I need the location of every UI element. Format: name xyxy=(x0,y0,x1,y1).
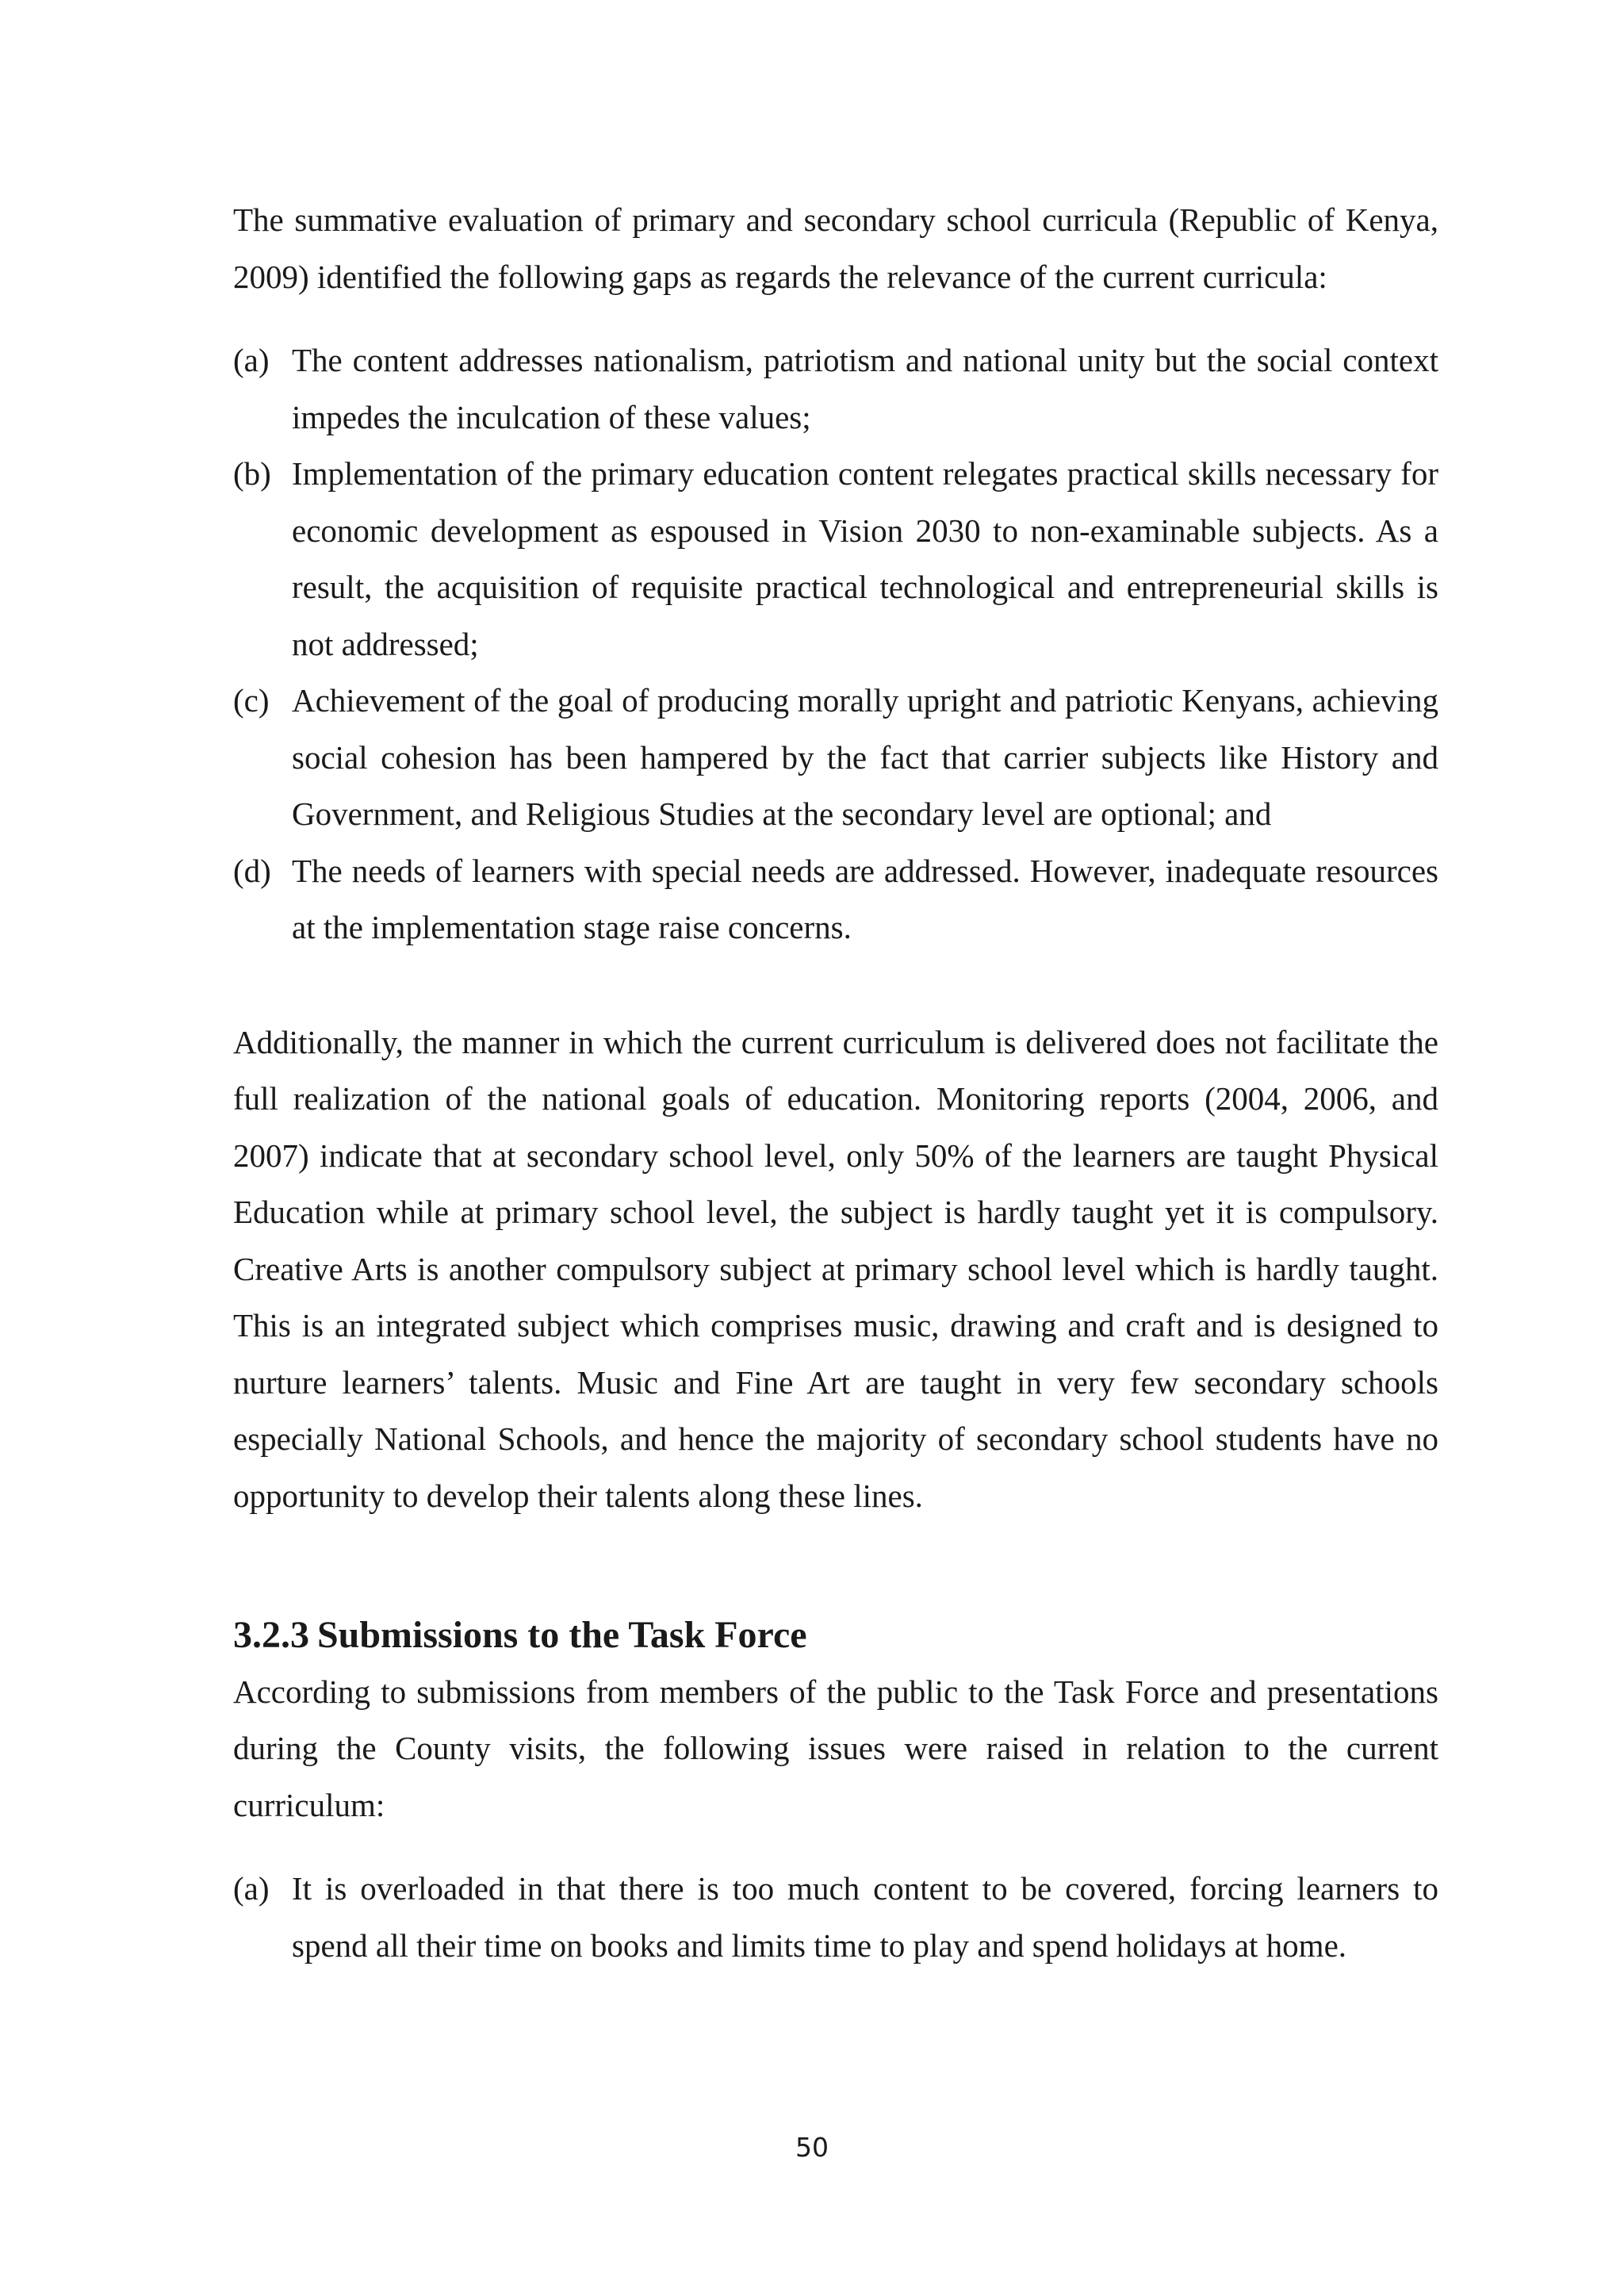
spacer xyxy=(233,1524,1438,1607)
list-item-marker: (a) xyxy=(233,342,270,378)
gaps-list xyxy=(233,332,1438,956)
additional-paragraph: Additionally, the manner in which the current curriculum is delivered does not facilitate the full realization of the national goals of education. Monitoring reports (2004, 2006, and 2007) indicate that at secondary school level, only 50% of the learners are taught Physical Education while at primary school level, the subject is hardly taught yet it is compulsory. Creative Arts is another compulsory subject at primary school level which is hardly taught. This is an integrated subject which comprises music, drawing and craft and is designed to nurture learners’ talents. Music and Fine Art are taught in very few secondary schools especially National Schools, and hence the majority of secondary school students have no opportunity to develop their talents along these lines. xyxy=(233,1023,1438,1514)
section-paragraph: According to submissions from members of the public to the Task Force and presentations during the County visits, the following issues were raised in relation to the current curriculum: xyxy=(233,1673,1438,1823)
section-number: 3.2.3 xyxy=(233,1614,309,1656)
list-item-text: It is overloaded in that there is too much content to be covered, forcing learners to spend all their time on books and limits time to play and spend holidays at home. xyxy=(292,1870,1438,1964)
list-item-text: The content addresses nationalism, patriotism and national unity but the social context impedes the inculcation of these values; xyxy=(292,342,1438,435)
page-number: 50 xyxy=(795,2132,829,2163)
list-item xyxy=(233,446,1438,673)
list-item-marker: (c) xyxy=(233,682,270,719)
spacer xyxy=(233,305,1438,332)
section-heading xyxy=(233,1607,1438,1664)
list-item xyxy=(233,332,1438,446)
list-item-text: Achievement of the goal of producing morally upright and patriotic Kenyans, achieving social cohesion has been hampered by the fact that carrier subjects like History and Government, and Religious Studies at the secondary level are optional; and xyxy=(292,682,1438,832)
list-item xyxy=(233,1861,1438,1974)
section-title: Submissions to the Task Force xyxy=(317,1614,807,1656)
document-page xyxy=(233,192,1438,1974)
list-item-marker: (b) xyxy=(233,455,271,492)
spacer xyxy=(233,1834,1438,1861)
list-item xyxy=(233,673,1438,843)
spacer xyxy=(233,956,1438,1014)
list-item-marker: (d) xyxy=(233,852,271,889)
list-item xyxy=(233,843,1438,956)
list-item-text: The needs of learners with special needs are addressed. However, inadequate resources at the implementation stage raise concerns. xyxy=(292,852,1438,945)
intro-paragraph: The summative evaluation of primary and secondary school curricula (Republic of Kenya, 2009) identified the following gaps as regards the relevance of the current curricula: xyxy=(233,201,1438,295)
list-item-marker: (a) xyxy=(233,1870,270,1907)
list-item-text: Implementation of the primary education content relegates practical skills necessary for economic development as espoused in Vision 2030 to non-examinable subjects. As a result, the acquisition of requisite practical technological and entrepreneurial skills is not addressed; xyxy=(292,455,1438,662)
issues-list xyxy=(233,1861,1438,1974)
